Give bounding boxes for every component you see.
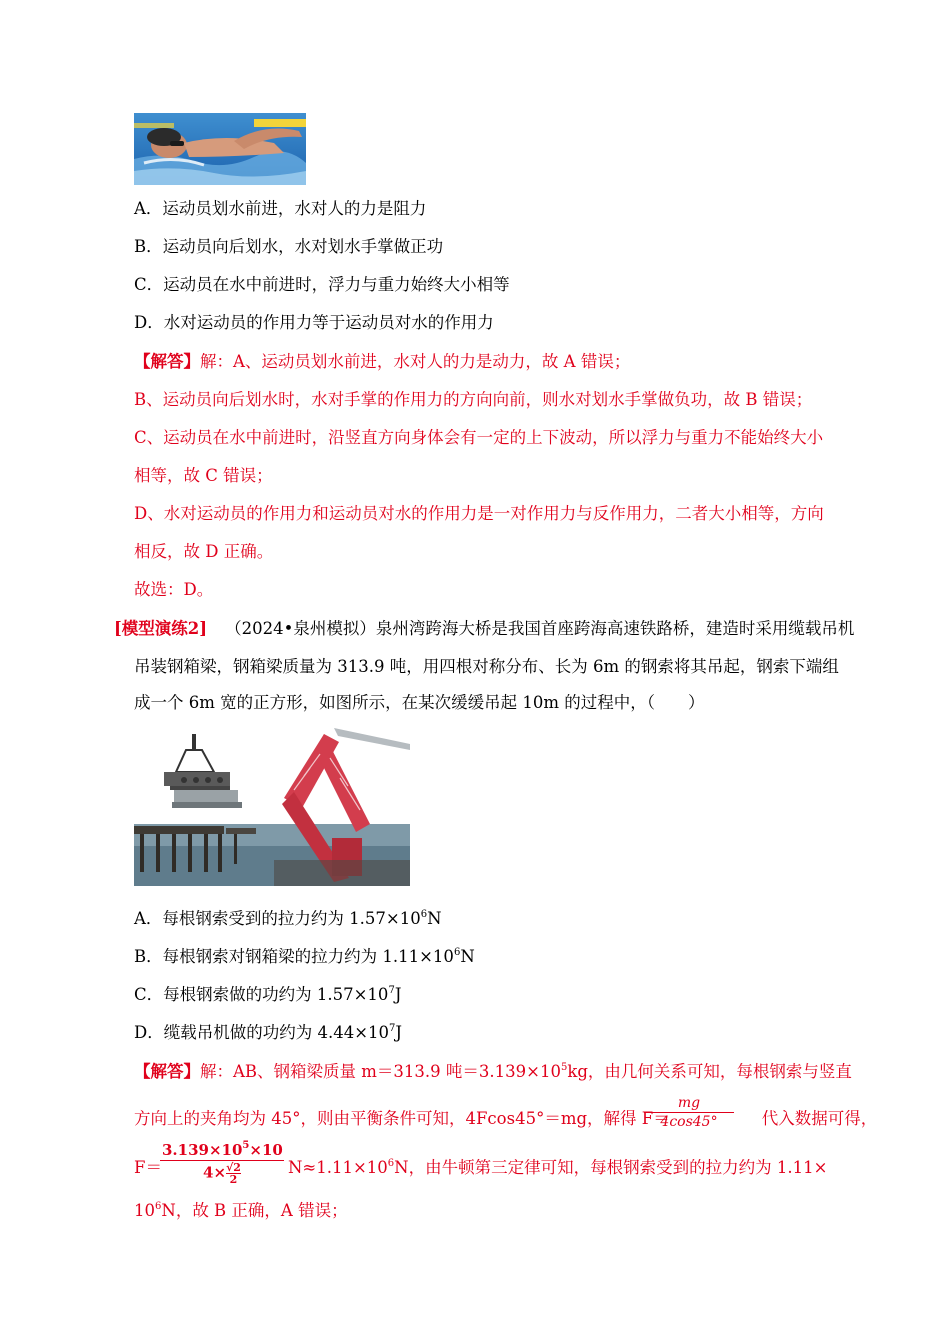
exponent: 7 — [388, 985, 395, 996]
exponent: 5 — [560, 1062, 568, 1073]
q1-answer-line-3: C、运动员在水中前进时，沿竖直方向身体会有一定的上下波动，所以浮力与重力不能始终大小 — [134, 428, 824, 447]
option-text: D．缆载吊机做的功约为 4.44×10 — [134, 1023, 390, 1042]
q2-stem-line-1 — [114, 618, 854, 640]
answer-text: N，故 B 正确，A 错误； — [161, 1201, 348, 1220]
answer-text: 解：A、运动员划水前进，水对人的力是动力，故 A 错误； — [200, 352, 631, 371]
exponent: 6 — [155, 1201, 162, 1212]
q1-answer-line-7: 故选：D。 — [134, 580, 214, 599]
answer-text: N，由牛顿第三定律可知，每根钢索受到的拉力约为 1.11× — [394, 1158, 828, 1177]
fraction-denominator: 4cos45° — [660, 1114, 718, 1130]
q2-option-b — [134, 946, 475, 968]
q2-stem-line-3: 成一个 6m 宽的正方形，如图所示，在某次缓缓吊起 10m 的过程中，（ ） — [134, 693, 705, 712]
q2-answer-line-4 — [134, 1200, 348, 1222]
sqrt-two: √2 — [226, 1161, 241, 1174]
swimmer-photo — [134, 113, 306, 185]
q1-answer-line-6: 相反，故 D 正确。 — [134, 542, 274, 561]
unit: J — [395, 1023, 403, 1042]
q2-tag: [模型演练2] — [114, 619, 208, 638]
q2-option-d — [134, 1022, 402, 1044]
fraction-numerator: mg — [644, 1095, 734, 1113]
numerator-base: 3.139×10 — [162, 1141, 243, 1159]
q2-stem-text: （2024•泉州模拟）泉州湾跨海大桥是我国首座跨海高速铁路桥，建造时采用缆载吊机 — [225, 619, 855, 638]
fraction-force-calc — [160, 1141, 284, 1185]
fraction-denominator — [160, 1161, 284, 1185]
answer-text: 10 — [134, 1201, 155, 1220]
exponent: 7 — [389, 1023, 396, 1034]
q2-option-c — [134, 984, 401, 1006]
unit: N — [460, 947, 475, 966]
answer-label: 【解答】 — [134, 352, 200, 371]
fraction-mg-over-4cos45 — [644, 1095, 734, 1130]
answer-text: N≈1.11×10 — [287, 1158, 388, 1177]
q2-stem-line-2: 吊装钢箱梁，钢箱梁质量为 313.9 吨，用四根对称分布、长为 6m 的钢索将其吊起，钢索下端组 — [134, 657, 839, 676]
exponent: 5 — [242, 1140, 250, 1151]
sqrt-denominator: 2 — [229, 1173, 238, 1186]
q1-answer-line-4: 相等，故 C 错误； — [134, 466, 273, 485]
denominator-base: 4× — [203, 1163, 227, 1182]
numerator-tail: ×10 — [249, 1141, 283, 1159]
option-text: A．每根钢索受到的拉力约为 1.57×10 — [134, 909, 421, 928]
answer-text: kg，由几何关系可知，每根钢索与竖直 — [567, 1062, 852, 1081]
exponent: 6 — [453, 947, 461, 958]
unit: N — [427, 909, 442, 928]
q2-option-a — [134, 908, 442, 930]
q2-answer-line-2 — [134, 1108, 877, 1130]
exponent: 6 — [387, 1158, 395, 1169]
answer-text: F＝ — [134, 1158, 162, 1177]
q1-answer-line-1 — [134, 351, 630, 373]
bridge-crane-photo — [134, 728, 410, 886]
q1-answer-line-2: B、运动员向后划水时，水对手掌的作用力的方向向前，则水对划水手掌做负功，故 B 错误； — [134, 390, 813, 409]
answer-text: 方向上的夹角均为 45°，则由平衡条件可知，4Fcos45°＝mg，解得 F＝ — [134, 1109, 670, 1128]
option-text: B．每根钢索对钢箱梁的拉力约为 1.11×10 — [134, 947, 454, 966]
fraction-numerator — [160, 1141, 284, 1161]
q1-option-b: B．运动员向后划水，水对划水手掌做正功 — [134, 237, 444, 256]
q1-option-d: D．水对运动员的作用力等于运动员对水的作用力 — [134, 313, 494, 332]
answer-label: 【解答】 — [134, 1062, 200, 1081]
q1-option-c: C．运动员在水中前进时，浮力与重力始终大小相等 — [134, 275, 510, 294]
q1-option-a: A．运动员划水前进，水对人的力是阻力 — [134, 199, 427, 218]
answer-text: 代入数据可得， — [761, 1109, 878, 1128]
exponent: 6 — [420, 909, 428, 920]
answer-text: 解：AB、钢箱梁质量 m＝313.9 吨＝3.139×10 — [200, 1062, 561, 1081]
option-text: C．每根钢索做的功约为 1.57×10 — [134, 985, 389, 1004]
unit: J — [394, 985, 402, 1004]
q2-answer-line-1 — [134, 1061, 852, 1083]
q1-answer-line-5: D、水对运动员的作用力和运动员对水的作用力是一对作用力与反作用力，二者大小相等，方向 — [134, 504, 824, 523]
